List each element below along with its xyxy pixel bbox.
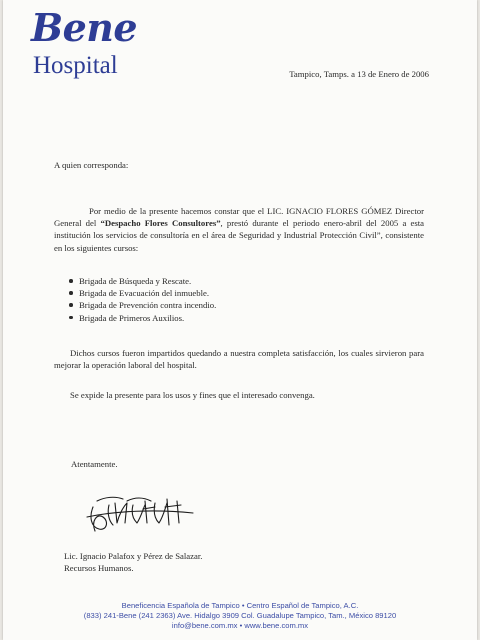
hospital-logo — [31, 5, 151, 88]
course-item: Brigada de Prevención contra incendio. — [69, 299, 216, 311]
salutation: A quien corresponda: — [54, 160, 129, 170]
date-line: Tampico, Tamps. a 13 de Enero de 2006 — [289, 69, 429, 79]
signer-role: Recursos Humanos. — [64, 563, 134, 573]
logo-brand-name: Bene — [31, 5, 138, 50]
closing: Atentamente. — [71, 459, 118, 469]
footer — [3, 601, 477, 631]
body-paragraph-2: Dichos cursos fueron impartidos quedando a nuestra completa satisfacción, los cuales sirvieron para mejorar la operación laboral del hospital. — [54, 348, 424, 371]
firm-name: “Despacho Flores Consultores” — [100, 218, 221, 229]
footer-line-1: Beneficencia Española de Tampico • Centro Español de Tampico, A.C. — [121, 601, 359, 610]
signer-name: Lic. Ignacio Palafox y Pérez de Salazar. — [64, 551, 203, 561]
course-item: Brigada de Evacuación del inmueble. — [69, 287, 216, 299]
logo-brand-sub: Hospital — [33, 52, 118, 79]
course-list — [69, 275, 216, 324]
paragraph-1-part-2: , prestó durante el periodo enero-abril del 2005 a esta institución los servicios de consultoría en el área de Seguridad y Industrial Protección Civil”, consistente en los siguientes cursos: — [54, 218, 425, 253]
course-item: Brigada de Primeros Auxilios. — [69, 312, 216, 324]
letter-page — [3, 0, 477, 640]
paragraph-1-part-1: Por medio de la presente hacemos constar que el LIC. IGNACIO FLORES GÓMEZ Director General del — [54, 206, 424, 229]
body-paragraph-1 — [54, 205, 424, 254]
footer-line-3: info@bene.com.mx • www.bene.com.mx — [171, 621, 309, 630]
handwritten-signature — [85, 487, 195, 537]
body-paragraph-3: Se expide la presente para los usos y fines que el interesado convenga. — [70, 390, 315, 400]
course-item: Brigada de Búsqueda y Rescate. — [69, 275, 216, 287]
footer-line-2: (833) 241-Bene (241 2363) Ave. Hidalgo 3909 Col. Guadalupe Tampico, Tam., México 89120 — [83, 611, 397, 620]
